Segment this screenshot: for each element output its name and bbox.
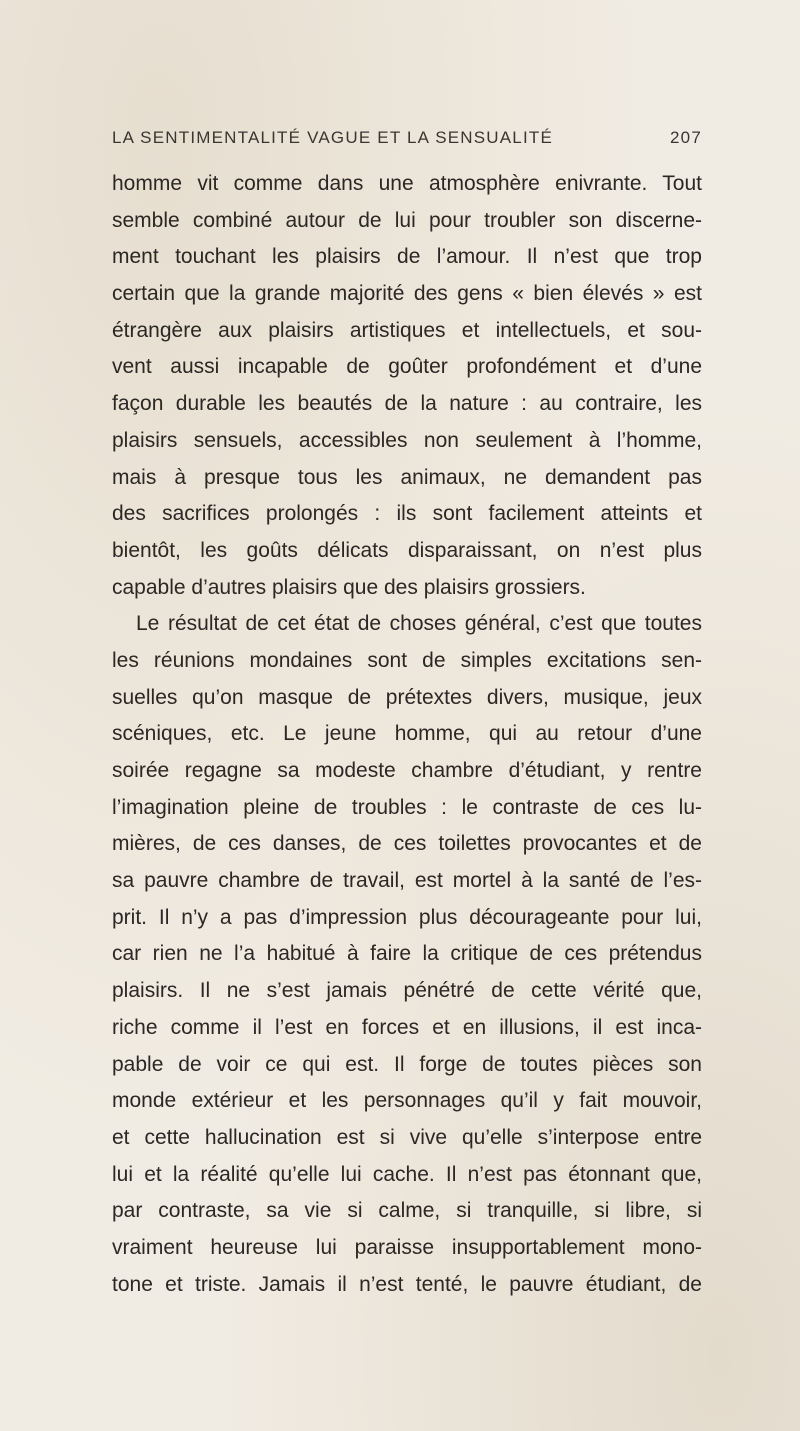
body-text <box>112 166 702 1303</box>
text-line: des sacrifices prolongés : ils sont facilement atteints et <box>112 502 702 526</box>
text-line: par contraste, sa vie si calme, si tranquille, si libre, si <box>112 1199 702 1223</box>
text-line: ment touchant les plaisirs de l’amour. Il n’est que trop <box>112 245 702 269</box>
text-line: lui et la réalité qu’elle lui cache. Il n’est pas étonnant que, <box>112 1162 702 1186</box>
text-line: soirée regagne sa modeste chambre d’étudiant, y rentre <box>112 759 702 782</box>
text-line: mières, de ces danses, de ces toilettes provocantes et de <box>112 832 702 856</box>
text-line: mais à presque tous les animaux, ne demandent pas <box>112 465 702 489</box>
chapter-title: LA SENTIMENTALITÉ VAGUE ET LA SENSUALITÉ <box>112 128 554 147</box>
paragraph-end-line: capable d’autres plaisirs que des plaisirs grossiers. <box>112 575 586 599</box>
running-header <box>112 128 702 158</box>
text-line: homme vit comme dans une atmosphère enivrante. Tout <box>112 172 702 195</box>
text-line: prit. Il n’y a pas d’impression plus décourageante pour lui, <box>112 905 702 929</box>
page-number: 207 <box>670 128 702 147</box>
text-line: scéniques, etc. Le jeune homme, qui au retour d’une <box>112 722 702 746</box>
text-line: riche comme il l’est en forces et en illusions, il est inca- <box>112 1015 702 1039</box>
text-line: vent aussi incapable de goûter profondément et d’une <box>112 355 702 379</box>
text-line: suelles qu’on masque de prétextes divers, musique, jeux <box>112 685 702 709</box>
text-line: monde extérieur et les personnages qu’il y fait mouvoir, <box>112 1089 702 1113</box>
text-line: les réunions mondaines sont de simples excitations sen- <box>112 648 702 672</box>
text-line: pable de voir ce qui est. Il forge de toutes pièces son <box>112 1052 702 1076</box>
text-line: et cette hallucination est si vive qu’elle s’interpose entre <box>112 1125 702 1149</box>
text-line: plaisirs. Il ne s’est jamais pénétré de cette vérité que, <box>112 979 702 1003</box>
text-line: vraiment heureuse lui paraisse insupportablement mono- <box>112 1235 702 1259</box>
text-line: l’imagination pleine de troubles : le contraste de ces lu- <box>112 795 702 819</box>
paragraph-start-line: Le résultat de cet état de choses général, c’est que toutes <box>136 612 702 636</box>
text-line: tone et triste. Jamais il n’est tenté, le pauvre étudiant, de <box>112 1272 702 1296</box>
text-line: certain que la grande majorité des gens « bien élevés » est <box>112 282 702 306</box>
text-line: étrangère aux plaisirs artistiques et intellectuels, et sou- <box>112 318 702 342</box>
text-line: car rien ne l’a habitué à faire la critique de ces prétendus <box>112 942 702 966</box>
text-line: plaisirs sensuels, accessibles non seulement à l’homme, <box>112 428 702 452</box>
text-line: semble combiné autour de lui pour troubler son discerne- <box>112 208 702 232</box>
text-line: sa pauvre chambre de travail, est mortel à la santé de l’es- <box>112 869 702 893</box>
text-line: façon durable les beautés de la nature : au contraire, les <box>112 392 702 416</box>
text-line: bientôt, les goûts délicats disparaissant, on n’est plus <box>112 538 702 562</box>
